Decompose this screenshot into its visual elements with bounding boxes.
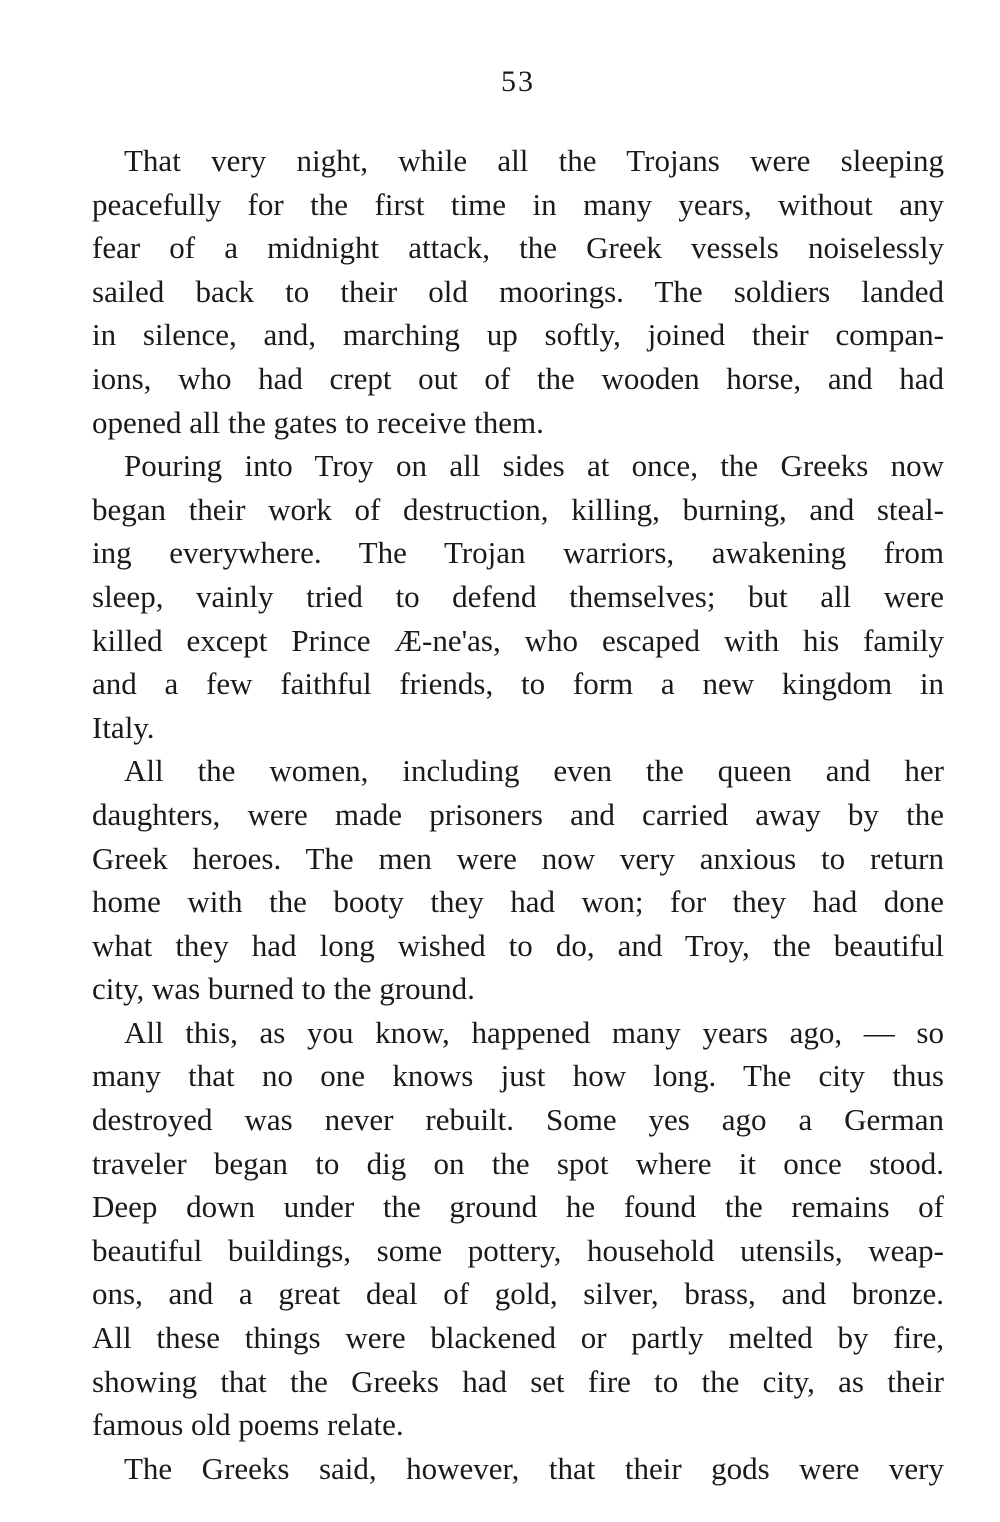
text-line: daughters, were made prisoners and carried away by the xyxy=(92,796,944,832)
text-line: opened all the gates to receive them. xyxy=(92,404,544,440)
text-line: All these things were blackened or partly melted by fire, xyxy=(92,1320,944,1356)
text-line: ing everywhere. The Trojan warriors, awakening from xyxy=(92,535,944,571)
text-line: sailed back to their old moorings. The soldiers landed xyxy=(92,273,944,309)
text-line: sleep, vainly tried to defend themselves; but all were xyxy=(92,578,944,614)
text-line: and a few faithful friends, to form a new kingdom in xyxy=(92,666,944,702)
text-line: home with the booty they had won; for they had done xyxy=(92,884,944,920)
text-line: beautiful buildings, some pottery, household utensils, weap- xyxy=(92,1232,944,1268)
body-text xyxy=(92,139,944,1490)
text-line: in silence, and, marching up softly, joined their compan- xyxy=(92,317,944,353)
text-line: fear of a midnight attack, the Greek vessels noiselessly xyxy=(92,230,944,266)
text-line: traveler began to dig on the spot where it once stood. xyxy=(92,1145,944,1181)
page-number: 53 xyxy=(501,65,535,98)
text-line: city, was burned to the ground. xyxy=(92,971,475,1007)
text-line: ons, and a great deal of gold, silver, brass, and bronze. xyxy=(92,1276,944,1312)
text-line: famous old poems relate. xyxy=(92,1407,404,1443)
text-line: Italy. xyxy=(92,709,155,745)
text-line: killed except Prince Æ-ne'as, who escaped with his family xyxy=(92,622,944,658)
text-line: Pouring into Troy on all sides at once, the Greeks now xyxy=(124,448,944,484)
text-line: what they had long wished to do, and Troy, the beautiful xyxy=(92,927,944,963)
text-line: The Greeks said, however, that their gods were very xyxy=(124,1450,944,1486)
text-line: All the women, including even the queen and her xyxy=(124,753,944,789)
text-line: destroyed was never rebuilt. Some yes ago a German xyxy=(92,1102,944,1138)
text-line: began their work of destruction, killing, burning, and steal- xyxy=(92,491,944,527)
text-line: ions, who had crept out of the wooden horse, and had xyxy=(92,360,944,396)
text-line: Greek heroes. The men were now very anxious to return xyxy=(92,840,944,876)
text-line: showing that the Greeks had set fire to the city, as their xyxy=(92,1363,944,1399)
text-line: That very night, while all the Trojans were sleeping xyxy=(124,143,944,178)
text-line: peacefully for the first time in many years, without any xyxy=(92,186,944,222)
text-line: All this, as you know, happened many years ago, — so xyxy=(124,1014,944,1050)
text-line: many that no one knows just how long. The city thus xyxy=(92,1058,944,1094)
text-line: Deep down under the ground he found the remains of xyxy=(92,1189,944,1225)
